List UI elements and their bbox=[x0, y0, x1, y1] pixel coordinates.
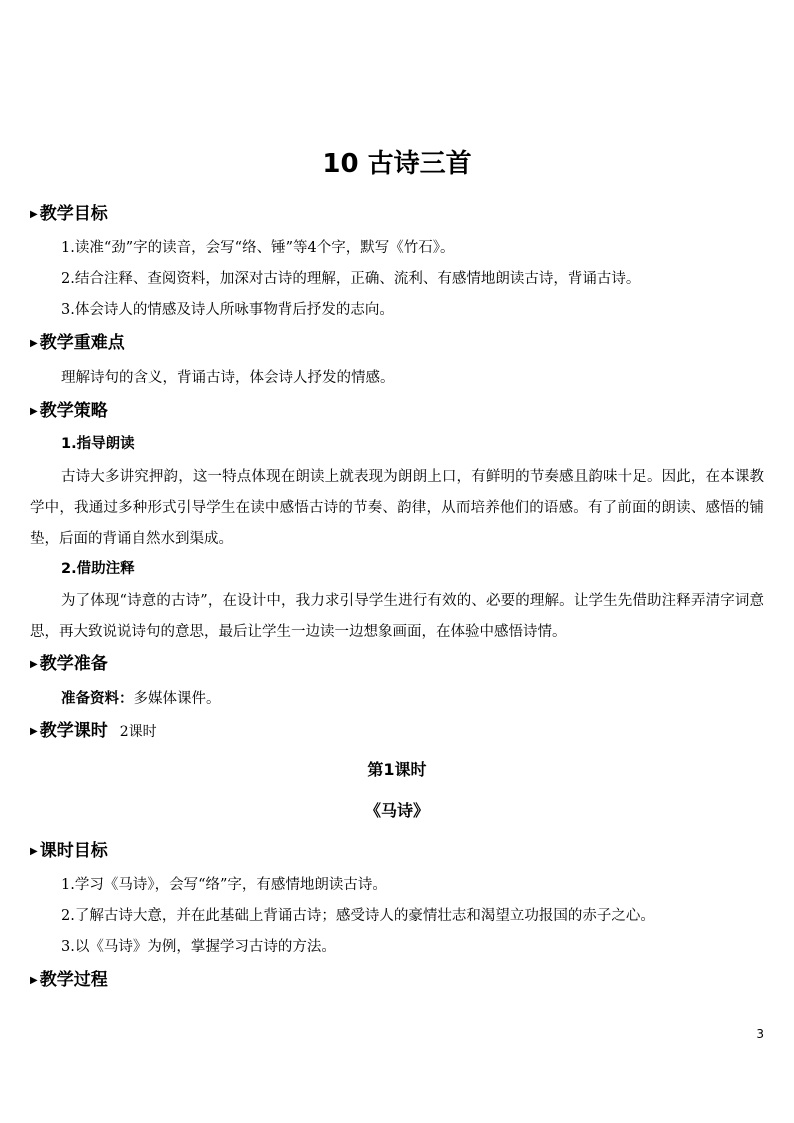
strategy-subtitle-1: 1.指导朗读 bbox=[61, 436, 135, 452]
lesson-goal-item-2: 2.了解古诗大意，并在此基础上背诵古诗；感受诗人的豪情壮志和渴望立功报国的赤子之心。 bbox=[61, 908, 655, 924]
section-heading-key-points: ▶ 教学重难点 bbox=[30, 333, 125, 353]
prep-text: 多媒体课件。 bbox=[133, 691, 221, 707]
triangle-bullet-icon: ▶ bbox=[30, 209, 38, 220]
page-number: 3 bbox=[756, 1027, 764, 1041]
goal-item-3: 3.体会诗人的情感及诗人所咏事物背后抒发的志向。 bbox=[61, 302, 394, 318]
lesson-title: 第1课时 bbox=[367, 760, 427, 779]
strategy-paragraph-1: 古诗大多讲究押韵，这一特点体现在朗读上就表现为朗朗上口，有鲜明的节奏感且韵味十足。因此，在本课教学中，我通过多种形式引导学生在读中感悟古诗的节奏、韵律，从而培养他们的语感。有了前面的朗读、感悟的铺垫，后面的背诵自然水到渠成。 bbox=[30, 469, 764, 547]
lesson-goal-item-1: 1.学习《马诗》，会写“络”字，有感情地朗读古诗。 bbox=[61, 877, 387, 893]
goal-item-1: 1.读准“劲”字的读音，会写“络、锤”等4个字，默写《竹石》。 bbox=[61, 240, 455, 256]
section-heading-hours: ▶ 教学课时 2课时 bbox=[30, 721, 157, 741]
triangle-bullet-icon: ▶ bbox=[30, 726, 38, 737]
strategy-subtitle-2: 2.借助注释 bbox=[61, 561, 135, 577]
section-heading-process: ▶ 教学过程 bbox=[30, 970, 108, 990]
triangle-bullet-icon: ▶ bbox=[30, 659, 38, 670]
section-heading-strategy: ▶ 教学策略 bbox=[30, 401, 108, 421]
poem-title: 《马诗》 bbox=[364, 801, 429, 820]
section-heading-goals: ▶ 教学目标 bbox=[30, 204, 108, 224]
triangle-bullet-icon: ▶ bbox=[30, 406, 38, 417]
lesson-goal-item-3: 3.以《马诗》为例，掌握学习古诗的方法。 bbox=[61, 939, 336, 955]
goal-item-2: 2.结合注释、查阅资料，加深对古诗的理解，正确、流利、有感情地朗读古诗，背诵古诗。 bbox=[61, 271, 641, 287]
page-title: 10 古诗三首 bbox=[322, 149, 472, 179]
hours-value: 2课时 bbox=[119, 724, 157, 740]
prep-label: 准备资料： bbox=[61, 691, 134, 707]
section-heading-lesson-goals: ▶ 课时目标 bbox=[30, 841, 108, 861]
key-points-text: 理解诗句的含义，背诵古诗，体会诗人抒发的情感。 bbox=[61, 370, 395, 386]
strategy-paragraph-2: 为了体现“诗意的古诗”，在设计中，我力求引导学生进行有效的、必要的理解。让学生先借助注释弄清字词意思，再大致说说诗句的意思，最后让学生一边读一边想象画面，在体验中感悟诗情。 bbox=[30, 593, 764, 640]
section-heading-prep: ▶ 教学准备 bbox=[30, 654, 108, 674]
triangle-bullet-icon: ▶ bbox=[30, 338, 38, 349]
triangle-bullet-icon: ▶ bbox=[30, 975, 38, 986]
triangle-bullet-icon: ▶ bbox=[30, 846, 38, 857]
prep-line bbox=[61, 687, 221, 711]
